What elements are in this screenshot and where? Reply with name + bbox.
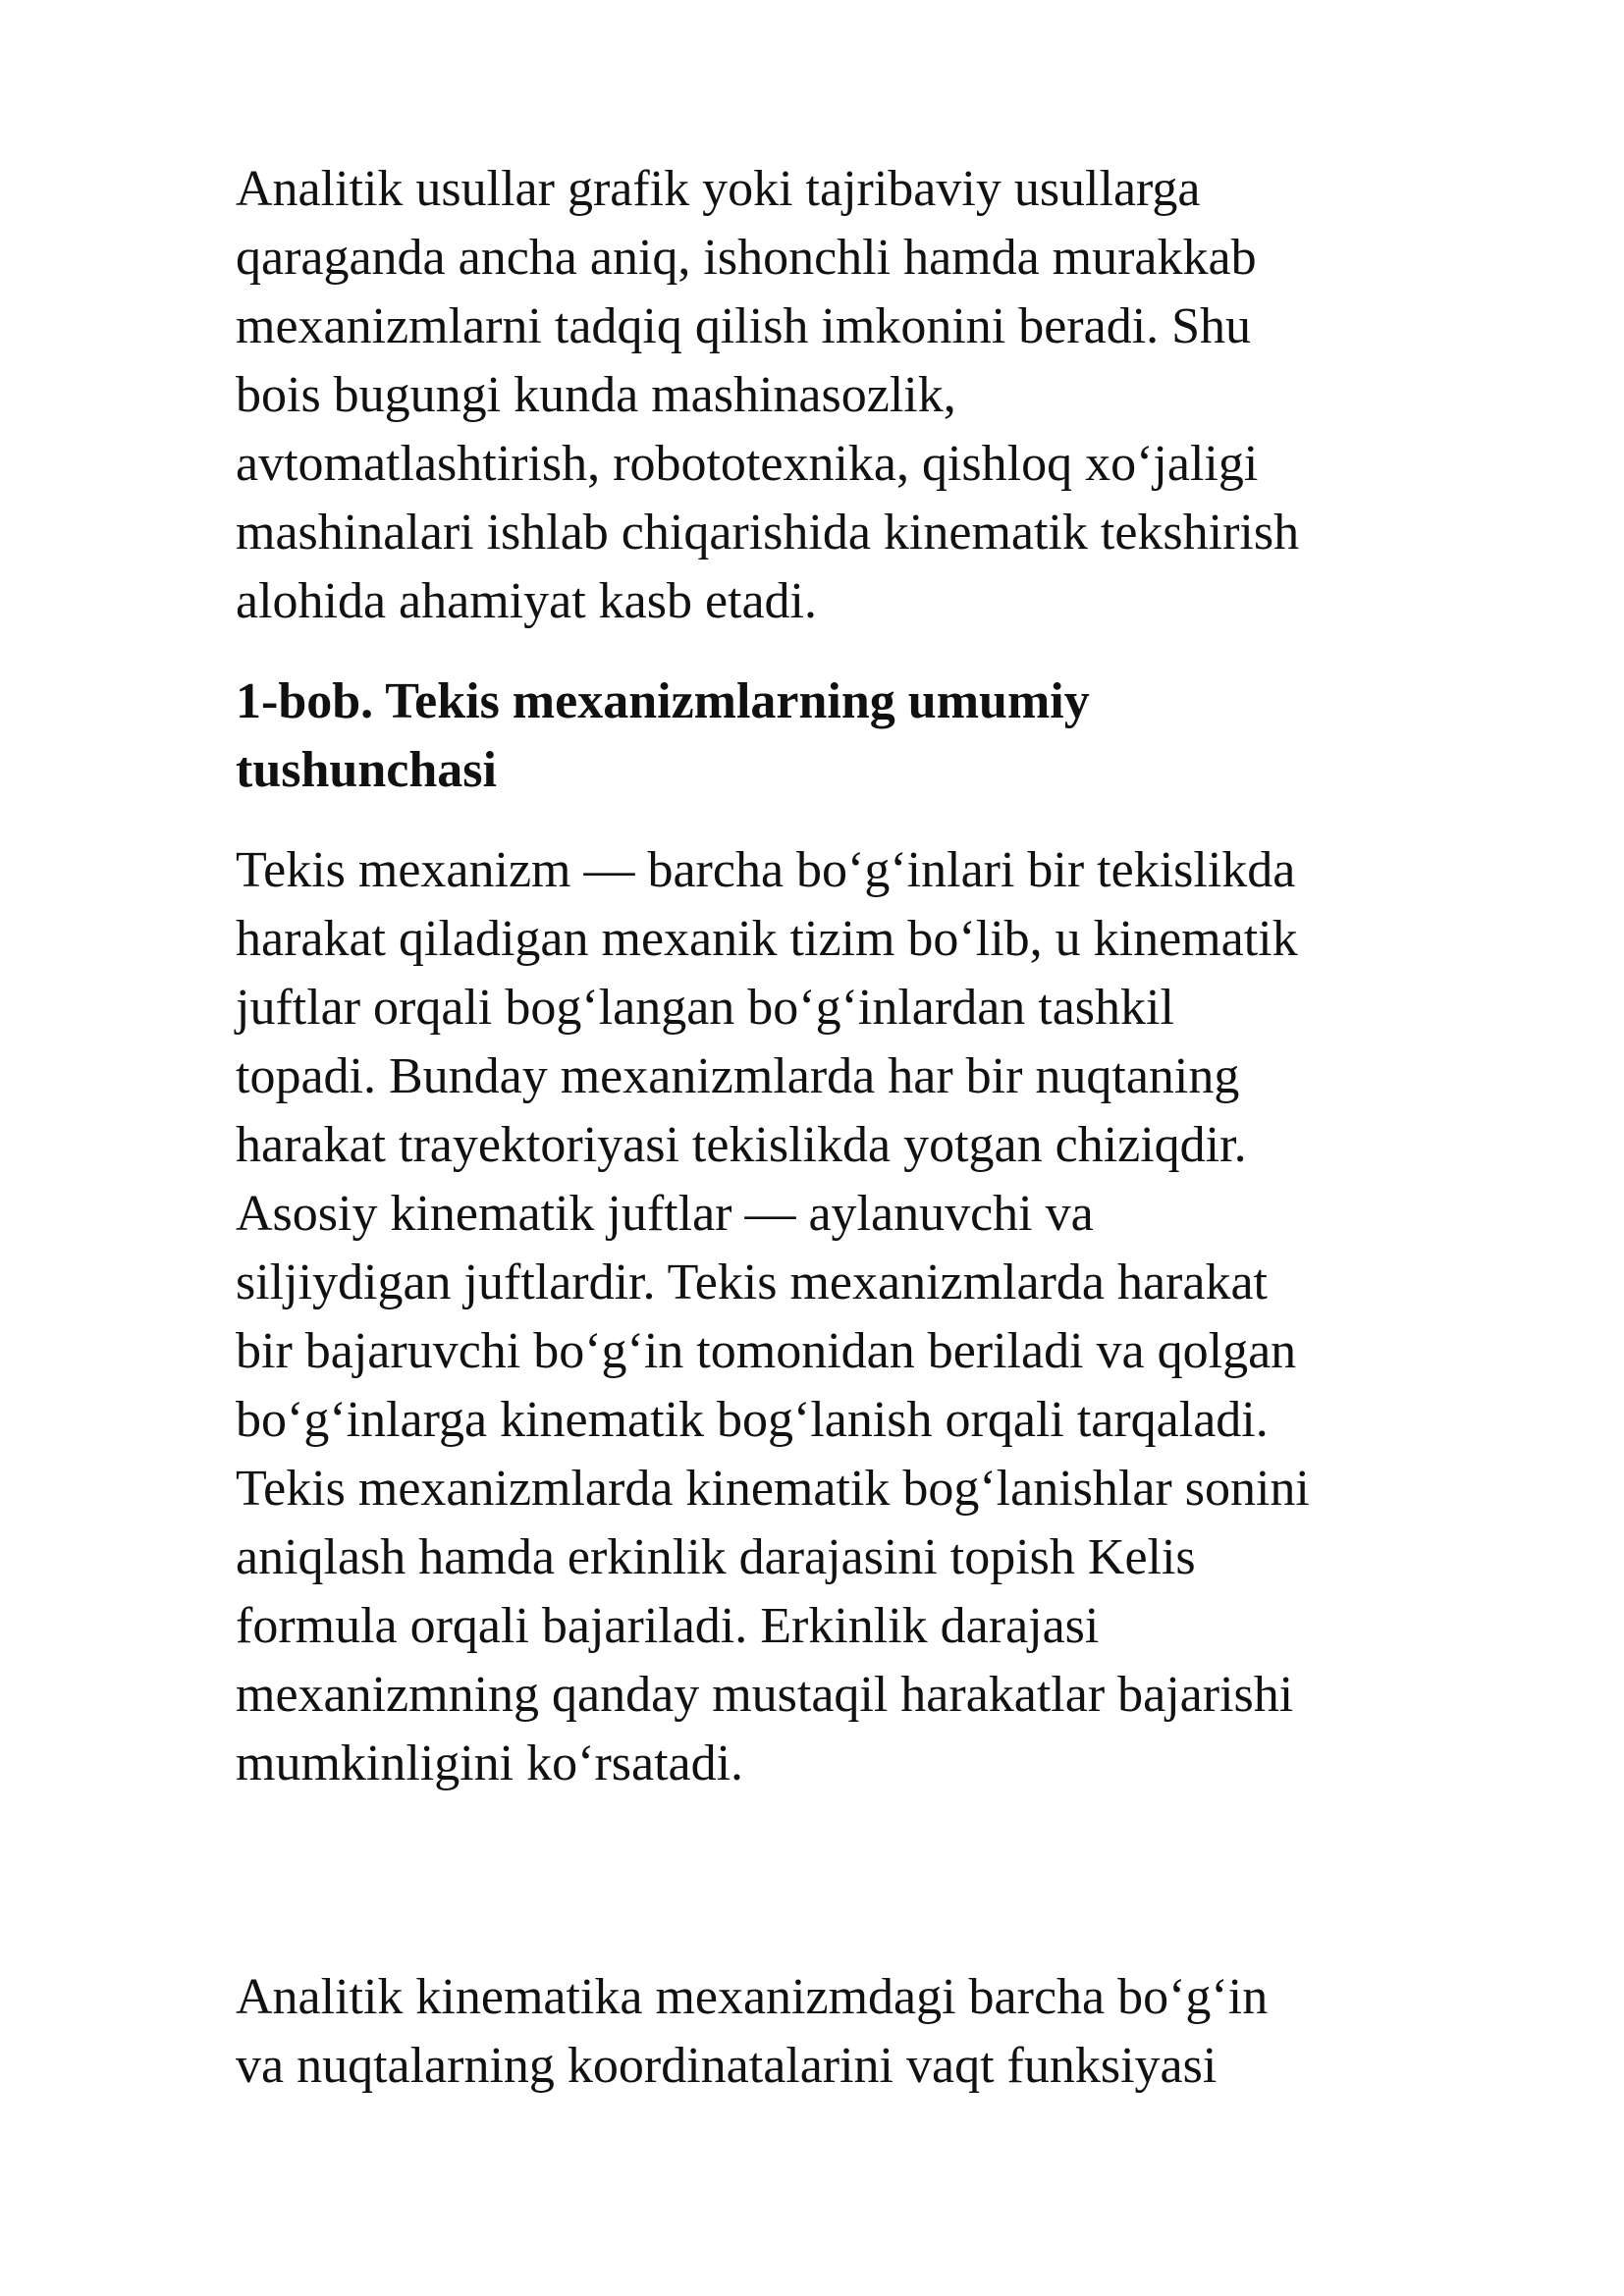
chapter-heading	[236, 667, 1532, 805]
text-line: harakat trayektoriyasi tekislikda yotgan chiziqdir.	[236, 1117, 1247, 1173]
text-line: Analitik usullar grafik yoki tajribaviy usullarga	[236, 161, 1201, 217]
page-content	[236, 155, 1532, 2101]
text-line: mexanizmlarni tadqiq qilish imkonini beradi. Shu	[236, 298, 1252, 354]
text-line: Tekis mexanizmlarda kinematik bog‘lanishlar sonini	[236, 1461, 1310, 1517]
intro-paragraph	[236, 155, 1532, 636]
definition-paragraph	[236, 836, 1532, 1798]
text-line: avtomatlashtirish, robototexnika, qishloq xo‘jaligi	[236, 436, 1259, 492]
text-line: mumkinligini ko‘rsatadi.	[236, 1735, 744, 1791]
heading-line: 1-bob. Tekis mexanizmlarning umumiy	[236, 673, 1090, 729]
text-line: harakat qiladigan mexanik tizim bo‘lib, u kinematik	[236, 911, 1298, 967]
text-line: Tekis mexanizm — barcha bo‘g‘inlari bir tekislikda	[236, 842, 1296, 898]
text-line: bois bugungi kunda mashinasozlik,	[236, 367, 956, 423]
text-line: aniqlash hamda erkinlik darajasini topish Kelis	[236, 1529, 1196, 1585]
heading-line: tushunchasi	[236, 742, 497, 798]
text-line: siljiydigan juftlardir. Tekis mexanizmlarda harakat	[236, 1255, 1268, 1310]
text-line: va nuqtalarning koordinatalarini vaqt funksiyasi	[236, 2038, 1218, 2094]
text-line: Asosiy kinematik juftlar — aylanuvchi va	[236, 1186, 1094, 1242]
text-line: alohida ahamiyat kasb etadi.	[236, 573, 818, 629]
text-line: mashinalari ishlab chiqarishida kinematik tekshirish	[236, 505, 1300, 561]
text-line: Analitik kinematika mexanizmdagi barcha bo‘g‘in	[236, 1969, 1269, 2025]
analytic-kinematics-paragraph	[236, 1963, 1532, 2101]
text-line: qaraganda ancha aniq, ishonchli hamda murakkab	[236, 230, 1257, 286]
text-line: mexanizmning qanday mustaqil harakatlar bajarishi	[236, 1667, 1294, 1723]
text-line: formula orqali bajariladi. Erkinlik darajasi	[236, 1598, 1100, 1654]
text-line: bir bajaruvchi bo‘g‘in tomonidan beriladi va qolgan	[236, 1323, 1297, 1379]
text-line: bo‘g‘inlarga kinematik bog‘lanish orqali tarqaladi.	[236, 1392, 1269, 1448]
text-line: juftlar orqali bog‘langan bo‘g‘inlardan tashkil	[236, 980, 1174, 1036]
text-line: topadi. Bunday mexanizmlarda har bir nuqtaning	[236, 1048, 1240, 1104]
